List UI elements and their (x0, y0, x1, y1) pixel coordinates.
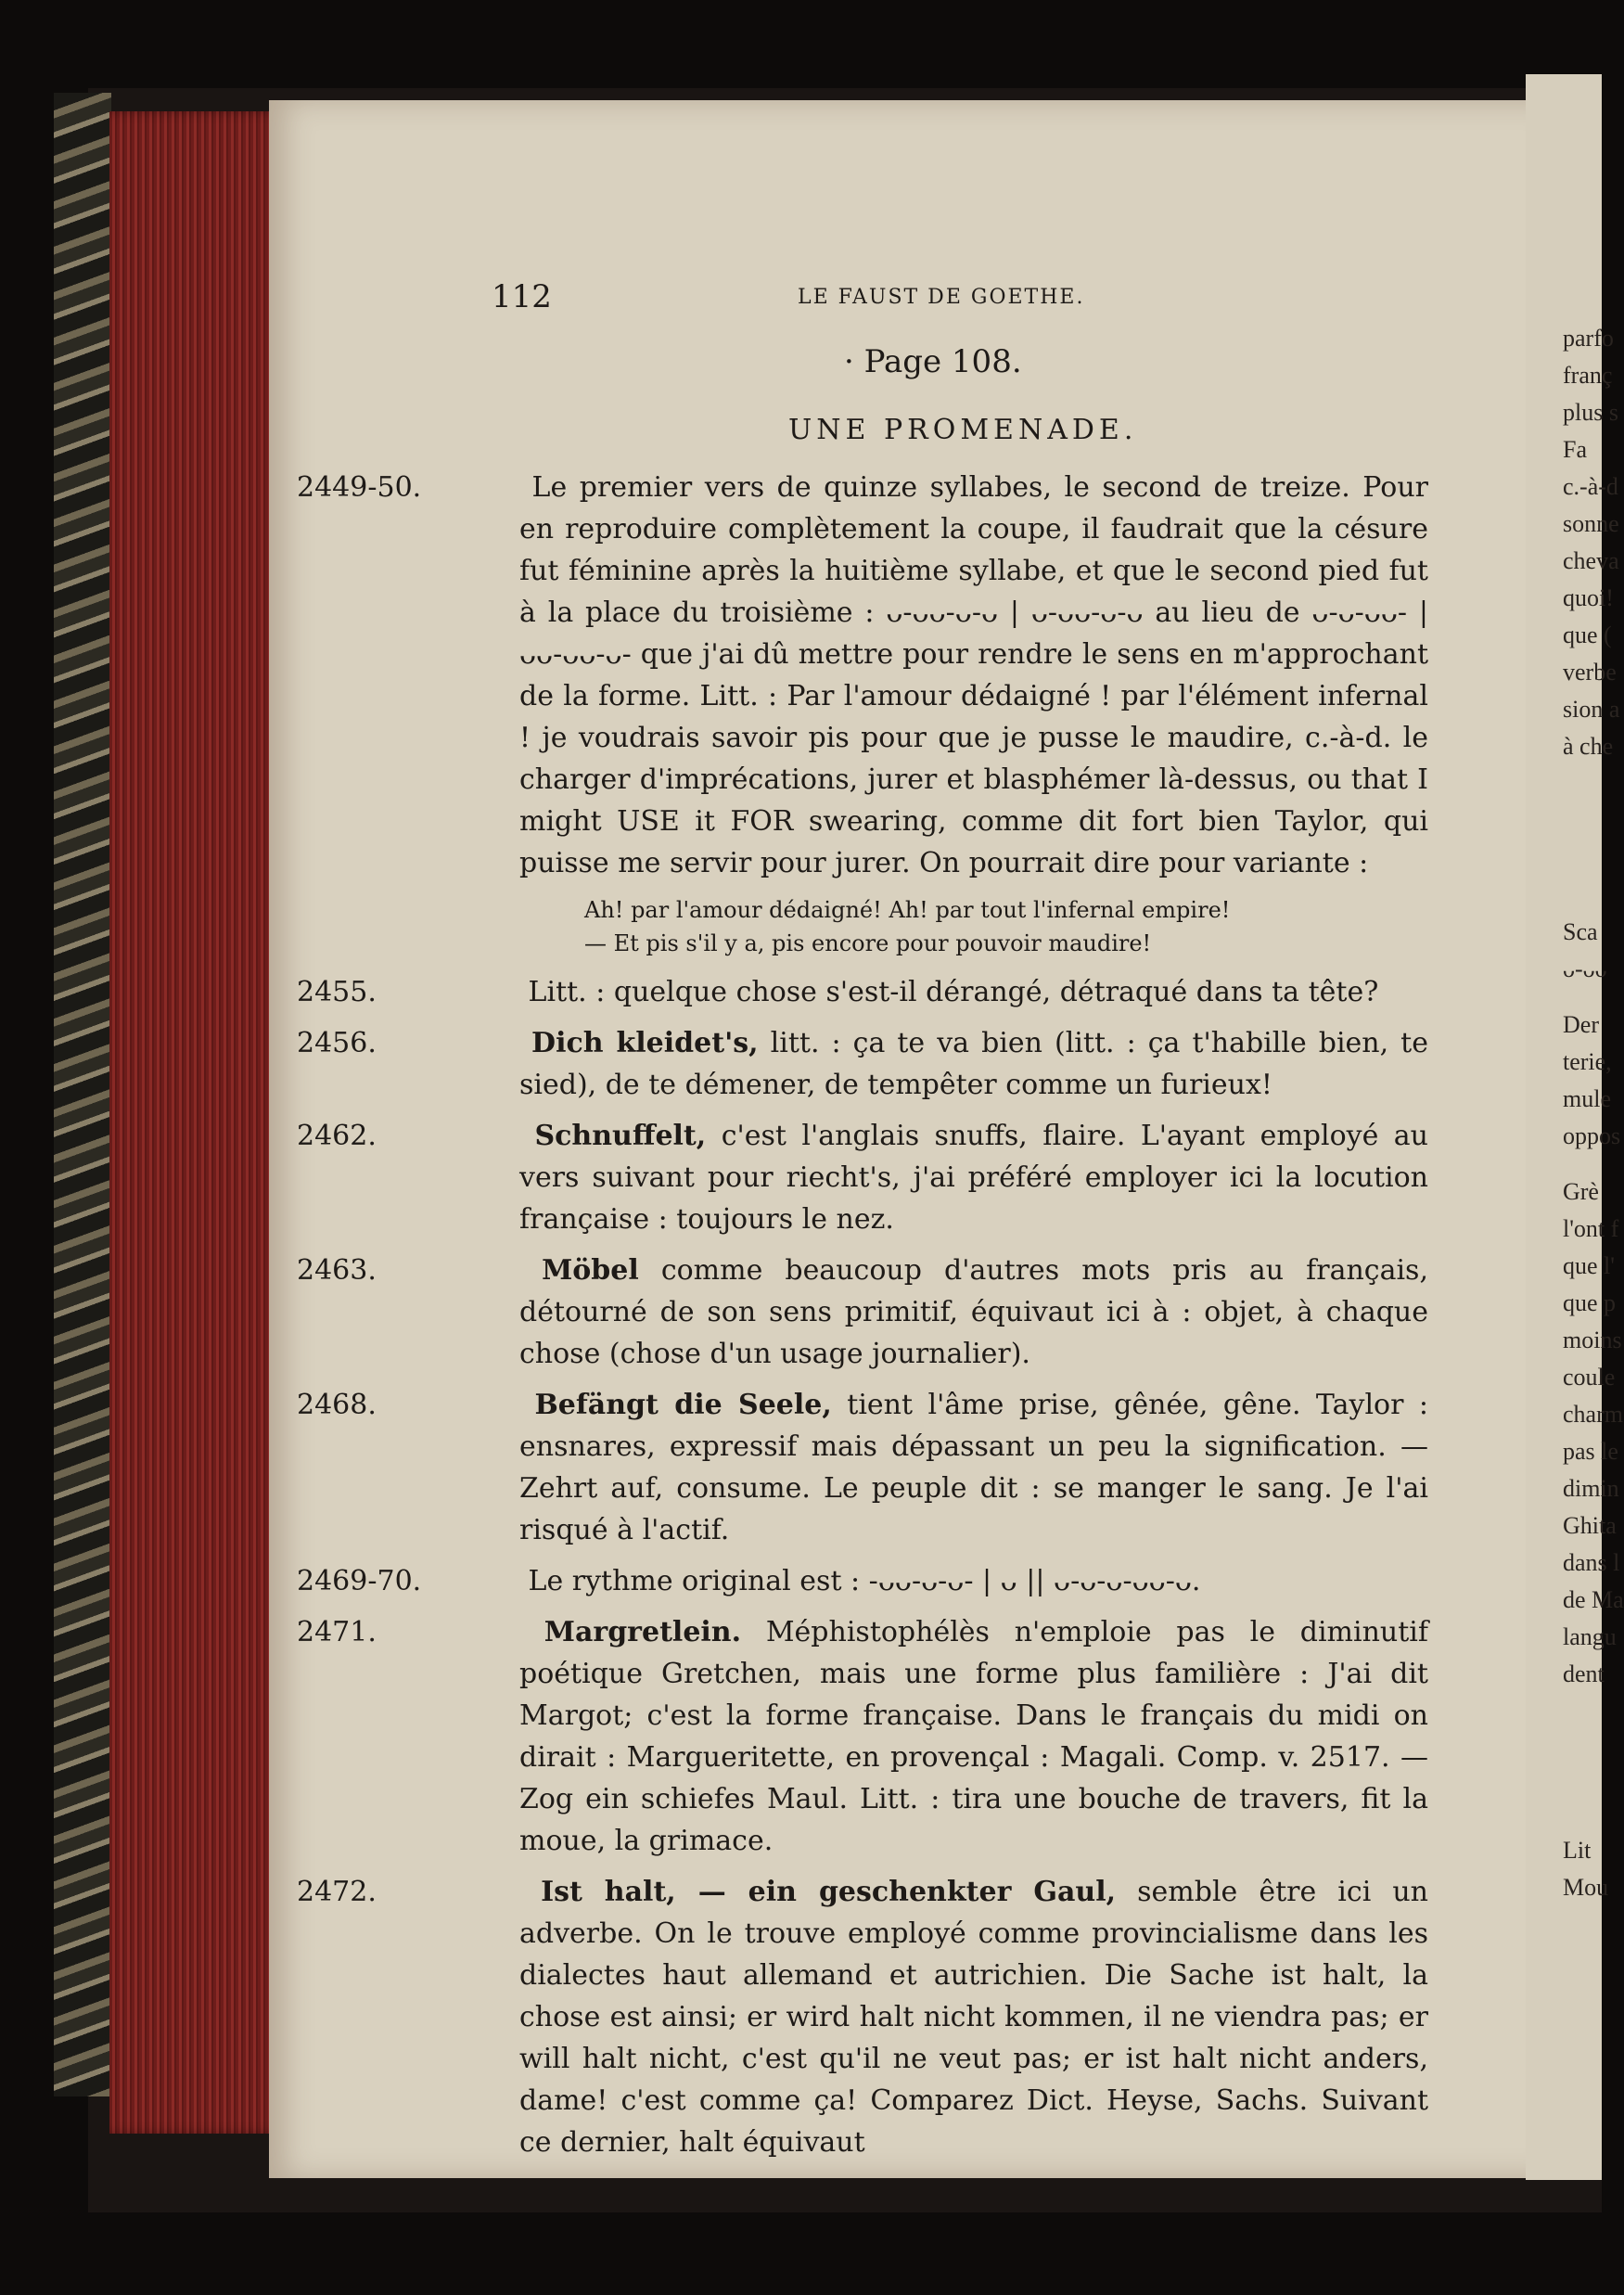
verse-quote (584, 893, 1428, 960)
note-text: c'est l'anglais snuffs, flaire. L'ayant employé au vers suivant pour riecht's, j'ai préféré employer ici la locution française : toujours le nez. (519, 1120, 1428, 1236)
note-entry (297, 971, 1428, 1013)
facing-page-fragment: dent (1563, 1660, 1605, 1687)
facing-page-fragment: oppos (1563, 1122, 1621, 1149)
note-number: 2462. (297, 1120, 377, 1152)
note-text: semble être ici un adverbe. On le trouve employé comme provincialisme dans les dialectes haut allemand et autrichien. Die Sache ist halt, la chose est ainsi; er wird halt nicht kommen, il ne viendra pas; er will halt nicht, c'est qu'il ne veut pas; er ist halt nicht anders, dame! c'est comme ça! Comparez Dict. Heyse, Sachs. Suivant ce dernier, halt équivaut (519, 1876, 1428, 2159)
facing-page-fragment: que ( (1563, 622, 1612, 648)
facing-page-fragment: cheva (1563, 547, 1619, 574)
note-entry (297, 1384, 1428, 1551)
note-number: 2469-70. (297, 1565, 422, 1597)
facing-page-fragment: franç (1563, 362, 1613, 389)
note-text: litt. : ça te va bien (litt. : ça t'habille bien, te sied), de te démener, de tempêter comme un furieux! (519, 1027, 1428, 1101)
facing-page-fragment: dimin (1563, 1475, 1619, 1502)
verse-line: — Et pis s'il y a, pis encore pour pouvoir maudire! (584, 930, 1152, 956)
facing-page-fragment: Sca (1563, 918, 1598, 945)
note-headword: Ist halt, — ein geschenkter Gaul, (541, 1876, 1117, 1908)
marbled-cover (54, 93, 111, 2096)
note-number: 2472. (297, 1876, 377, 1908)
facing-page-fragment: Lit (1563, 1837, 1592, 1864)
note-text: comme beaucoup d'autres mots pris au français, détourné de son sens primitif, équivaut ici à : objet, à chaque chose (chose d'un usage journalier). (519, 1254, 1428, 1370)
note-number: 2468. (297, 1389, 377, 1421)
facing-page-fragment: terie, (1563, 1048, 1612, 1075)
note-number: 2449-50. (297, 471, 422, 504)
note-number: 2463. (297, 1254, 377, 1287)
facing-page-fragment: charm (1563, 1401, 1623, 1428)
facing-page-fragment: langu (1563, 1623, 1617, 1650)
facing-page-fragment: de Ma (1563, 1586, 1624, 1613)
running-title: LE FAUST DE GOETHE. (798, 286, 1085, 309)
note-text: Litt. : quelque chose s'est-il dérangé, détraqué dans ta tête? (528, 976, 1379, 1008)
facing-page-fragment: Ghita (1563, 1512, 1617, 1539)
facing-page-fragment: que l' (1563, 1252, 1615, 1279)
facing-page-fragment: ᴗ-ᴗᴗ (1563, 955, 1607, 982)
note-entry (297, 1611, 1428, 1862)
facing-page-fragment: l'ont f (1563, 1215, 1619, 1242)
notes-body (297, 467, 1428, 2173)
page-reference: · Page 108. (844, 343, 1022, 380)
note-entry (297, 1871, 1428, 2163)
facing-page-fragment: Mou (1563, 1874, 1609, 1901)
note-number: 2455. (297, 976, 377, 1008)
facing-page-fragment: Fa (1563, 436, 1587, 463)
facing-page-fragment: mule (1563, 1085, 1611, 1112)
facing-page-fragment: à che (1563, 733, 1614, 760)
facing-page-fragment: c.-à-d (1563, 473, 1618, 500)
facing-page-fragment: Der (1563, 1011, 1599, 1038)
note-entry (297, 1022, 1428, 1106)
facing-page-fragment: dans l (1563, 1549, 1620, 1576)
note-headword: Möbel (542, 1254, 639, 1287)
facing-page-fragment: sonne (1563, 510, 1619, 537)
facing-page-fragment: verbe (1563, 659, 1617, 686)
note-text: Le premier vers de quinze syllabes, le second de treize. Pour en reproduire complètement la coupe, il faudrait que la césure fut féminine après la huitième syllabe, et que le second pied fut à la place du troisième : ᴗ-ᴗᴗ-ᴗ-ᴗ | ᴗ-ᴗᴗ-ᴗ-ᴗ au lieu de ᴗ-ᴗ-ᴗᴗ- | ᴗᴗ-ᴗᴗ-ᴗ- que j'ai dû mettre pour rendre le sens en m'approchant de la forme. Litt. : Par l'amour dédaigné ! par l'élément infernal ! je voudrais savoir pis pour que je pusse le maudire, c.-à-d. le charger d'imprécations, jurer et blasphémer là-dessus, ou that I might USE it FOR swearing, comme dit fort bien Taylor, qui puisse me servir pour jurer. On pourrait dire pour variante : (519, 471, 1428, 879)
note-text: Méphistophélès n'emploie pas le diminutif poétique Gretchen, mais une forme plus familière : J'ai dit Margot; c'est la forme française. Dans le français du midi on dirait : Margueritette, en provençal : Magali. Comp. v. 2517. — Zog ein schiefes Maul. Litt. : tira une bouche de travers, fit la moue, la grimace. (519, 1616, 1428, 1857)
facing-page-fragment: quoi! (1563, 584, 1614, 611)
note-text: tient l'âme prise, gênée, gêne. Taylor : ensnares, expressif mais dépassant un peu la signification. — Zehrt auf, consume. Le peuple dit : se manger le sang. Je l'ai risqué à l'actif. (519, 1389, 1428, 1546)
note-headword: Dich kleidet's, (531, 1027, 759, 1059)
book-page (269, 100, 1540, 2178)
note-number: 2471. (297, 1616, 377, 1648)
facing-page-edge (1526, 74, 1624, 2180)
facing-page-fragment: pas le (1563, 1438, 1618, 1465)
note-entry (297, 467, 1428, 884)
facing-page-fragment: que p (1563, 1289, 1617, 1316)
note-headword: Margretlein. (543, 1616, 742, 1648)
note-text: Le rythme original est : -ᴗᴗ-ᴗ-ᴗ- | ᴗ || ᴗ-ᴗ-ᴗ-ᴗᴗ-ᴗ. (528, 1565, 1201, 1597)
verse-line: Ah! par l'amour dédaigné! Ah! par tout l'infernal empire! (584, 897, 1231, 923)
note-number: 2456. (297, 1027, 377, 1059)
note-entry (297, 1250, 1428, 1375)
facing-page-fragment: plus s (1563, 399, 1618, 426)
facing-page-fragment: coule (1563, 1364, 1616, 1391)
section-title: UNE PROMENADE. (788, 414, 1138, 446)
facing-page-fragment: sion a (1563, 696, 1620, 723)
note-entry (297, 1115, 1428, 1240)
page-edges (109, 111, 288, 2134)
page-number: 112 (492, 278, 552, 315)
note-entry (297, 1560, 1428, 1602)
facing-page-fragment: moins (1563, 1327, 1622, 1353)
note-headword: Befängt die Seele, (534, 1389, 832, 1421)
facing-page-fragment: Grè (1563, 1178, 1599, 1205)
note-headword: Schnuffelt, (534, 1120, 707, 1152)
facing-page-fragment: parfo (1563, 325, 1614, 352)
